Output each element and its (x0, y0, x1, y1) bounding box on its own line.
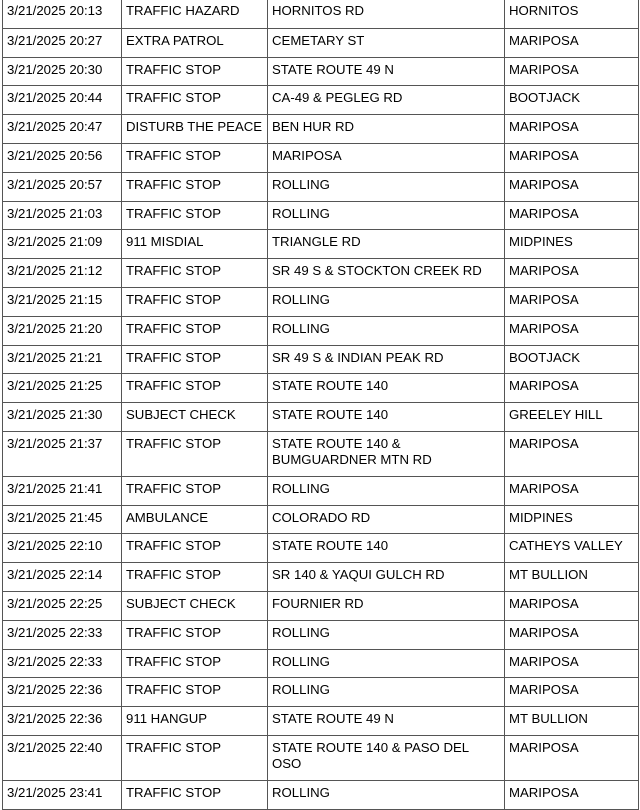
location-cell: CA-49 & PEGLEG RD (268, 86, 505, 115)
call-type-cell: DISTURB THE PEACE (122, 115, 268, 144)
location-cell: ROLLING (268, 172, 505, 201)
call-type-cell: TRAFFIC STOP (122, 620, 268, 649)
city-cell: MARIPOSA (505, 620, 639, 649)
call-log-table (2, 0, 639, 810)
table-row (3, 57, 639, 86)
location-cell: CEMETARY ST (268, 28, 505, 57)
city-cell: MARIPOSA (505, 172, 639, 201)
datetime-cell: 3/21/2025 21:37 (3, 431, 122, 476)
table-row (3, 780, 639, 809)
city-cell: MT BULLION (505, 563, 639, 592)
call-type-cell: EXTRA PATROL (122, 28, 268, 57)
city-cell: MARIPOSA (505, 28, 639, 57)
location-cell: MARIPOSA (268, 143, 505, 172)
city-cell: MARIPOSA (505, 201, 639, 230)
call-type-cell: AMBULANCE (122, 505, 268, 534)
table-row (3, 505, 639, 534)
datetime-cell: 3/21/2025 22:10 (3, 534, 122, 563)
city-cell: HORNITOS (505, 0, 639, 28)
location-cell: STATE ROUTE 140 (268, 374, 505, 403)
datetime-cell: 3/21/2025 22:33 (3, 620, 122, 649)
call-type-cell: TRAFFIC STOP (122, 287, 268, 316)
city-cell: CATHEYS VALLEY (505, 534, 639, 563)
location-cell: COLORADO RD (268, 505, 505, 534)
call-type-cell: TRAFFIC STOP (122, 649, 268, 678)
datetime-cell: 3/21/2025 22:14 (3, 563, 122, 592)
datetime-cell: 3/21/2025 22:25 (3, 591, 122, 620)
table-row (3, 534, 639, 563)
table-row (3, 287, 639, 316)
location-cell: ROLLING (268, 620, 505, 649)
datetime-cell: 3/21/2025 22:36 (3, 707, 122, 736)
city-cell: MARIPOSA (505, 591, 639, 620)
call-type-cell: SUBJECT CHECK (122, 591, 268, 620)
city-cell: MARIPOSA (505, 316, 639, 345)
location-cell: ROLLING (268, 476, 505, 505)
call-type-cell: TRAFFIC STOP (122, 345, 268, 374)
call-type-cell: TRAFFIC STOP (122, 143, 268, 172)
city-cell: MARIPOSA (505, 780, 639, 809)
table-row (3, 431, 639, 476)
city-cell: MARIPOSA (505, 649, 639, 678)
city-cell: MARIPOSA (505, 374, 639, 403)
city-cell: MARIPOSA (505, 476, 639, 505)
city-cell: MARIPOSA (505, 287, 639, 316)
datetime-cell: 3/21/2025 21:30 (3, 403, 122, 432)
table-row (3, 707, 639, 736)
location-cell: ROLLING (268, 780, 505, 809)
call-type-cell: SUBJECT CHECK (122, 403, 268, 432)
datetime-cell: 3/21/2025 22:36 (3, 678, 122, 707)
call-type-cell: TRAFFIC STOP (122, 735, 268, 780)
city-cell: MT BULLION (505, 707, 639, 736)
call-type-cell: TRAFFIC HAZARD (122, 0, 268, 28)
datetime-cell: 3/21/2025 20:13 (3, 0, 122, 28)
call-type-cell: TRAFFIC STOP (122, 431, 268, 476)
call-type-cell: TRAFFIC STOP (122, 374, 268, 403)
city-cell: MARIPOSA (505, 735, 639, 780)
call-type-cell: TRAFFIC STOP (122, 172, 268, 201)
table-row (3, 316, 639, 345)
table-row (3, 735, 639, 780)
location-cell: ROLLING (268, 678, 505, 707)
call-type-cell: TRAFFIC STOP (122, 57, 268, 86)
city-cell: MARIPOSA (505, 431, 639, 476)
datetime-cell: 3/21/2025 22:40 (3, 735, 122, 780)
city-cell: MARIPOSA (505, 678, 639, 707)
datetime-cell: 3/21/2025 21:12 (3, 259, 122, 288)
location-cell: STATE ROUTE 49 N (268, 707, 505, 736)
city-cell: MARIPOSA (505, 57, 639, 86)
city-cell: GREELEY HILL (505, 403, 639, 432)
datetime-cell: 3/21/2025 20:44 (3, 86, 122, 115)
table-row (3, 0, 639, 28)
datetime-cell: 3/21/2025 21:45 (3, 505, 122, 534)
table-row (3, 86, 639, 115)
city-cell: MIDPINES (505, 230, 639, 259)
datetime-cell: 3/21/2025 20:30 (3, 57, 122, 86)
location-cell: SR 49 S & INDIAN PEAK RD (268, 345, 505, 374)
call-type-cell: 911 HANGUP (122, 707, 268, 736)
location-cell: STATE ROUTE 49 N (268, 57, 505, 86)
datetime-cell: 3/21/2025 20:57 (3, 172, 122, 201)
call-type-cell: TRAFFIC STOP (122, 316, 268, 345)
call-type-cell: TRAFFIC STOP (122, 476, 268, 505)
table-row (3, 143, 639, 172)
location-cell: FOURNIER RD (268, 591, 505, 620)
datetime-cell: 3/21/2025 21:03 (3, 201, 122, 230)
call-type-cell: 911 MISDIAL (122, 230, 268, 259)
table-row (3, 115, 639, 144)
table-row (3, 591, 639, 620)
city-cell: BOOTJACK (505, 345, 639, 374)
table-row (3, 259, 639, 288)
location-cell: ROLLING (268, 316, 505, 345)
call-type-cell: TRAFFIC STOP (122, 780, 268, 809)
datetime-cell: 3/21/2025 20:47 (3, 115, 122, 144)
datetime-cell: 3/21/2025 23:41 (3, 780, 122, 809)
city-cell: MARIPOSA (505, 115, 639, 144)
datetime-cell: 3/21/2025 20:56 (3, 143, 122, 172)
call-log-body (3, 0, 639, 809)
location-cell: TRIANGLE RD (268, 230, 505, 259)
table-row (3, 403, 639, 432)
call-type-cell: TRAFFIC STOP (122, 563, 268, 592)
datetime-cell: 3/21/2025 21:21 (3, 345, 122, 374)
table-row (3, 678, 639, 707)
datetime-cell: 3/21/2025 21:09 (3, 230, 122, 259)
location-cell: SR 49 S & STOCKTON CREEK RD (268, 259, 505, 288)
call-type-cell: TRAFFIC STOP (122, 201, 268, 230)
datetime-cell: 3/21/2025 20:27 (3, 28, 122, 57)
table-row (3, 476, 639, 505)
table-row (3, 230, 639, 259)
datetime-cell: 3/21/2025 22:33 (3, 649, 122, 678)
location-cell: ROLLING (268, 649, 505, 678)
table-row (3, 28, 639, 57)
table-row (3, 374, 639, 403)
location-cell: STATE ROUTE 140 (268, 403, 505, 432)
datetime-cell: 3/21/2025 21:25 (3, 374, 122, 403)
location-cell: STATE ROUTE 140 (268, 534, 505, 563)
table-row (3, 649, 639, 678)
table-row (3, 172, 639, 201)
datetime-cell: 3/21/2025 21:20 (3, 316, 122, 345)
location-cell: BEN HUR RD (268, 115, 505, 144)
location-cell: HORNITOS RD (268, 0, 505, 28)
location-cell: SR 140 & YAQUI GULCH RD (268, 563, 505, 592)
datetime-cell: 3/21/2025 21:15 (3, 287, 122, 316)
city-cell: BOOTJACK (505, 86, 639, 115)
table-row (3, 563, 639, 592)
call-type-cell: TRAFFIC STOP (122, 534, 268, 563)
city-cell: MARIPOSA (505, 143, 639, 172)
table-row (3, 201, 639, 230)
call-type-cell: TRAFFIC STOP (122, 86, 268, 115)
call-type-cell: TRAFFIC STOP (122, 259, 268, 288)
location-cell: STATE ROUTE 140 & PASO DEL OSO (268, 735, 505, 780)
location-cell: STATE ROUTE 140 & BUMGUARDNER MTN RD (268, 431, 505, 476)
city-cell: MIDPINES (505, 505, 639, 534)
table-row (3, 620, 639, 649)
table-row (3, 345, 639, 374)
location-cell: ROLLING (268, 287, 505, 316)
call-type-cell: TRAFFIC STOP (122, 678, 268, 707)
datetime-cell: 3/21/2025 21:41 (3, 476, 122, 505)
location-cell: ROLLING (268, 201, 505, 230)
city-cell: MARIPOSA (505, 259, 639, 288)
